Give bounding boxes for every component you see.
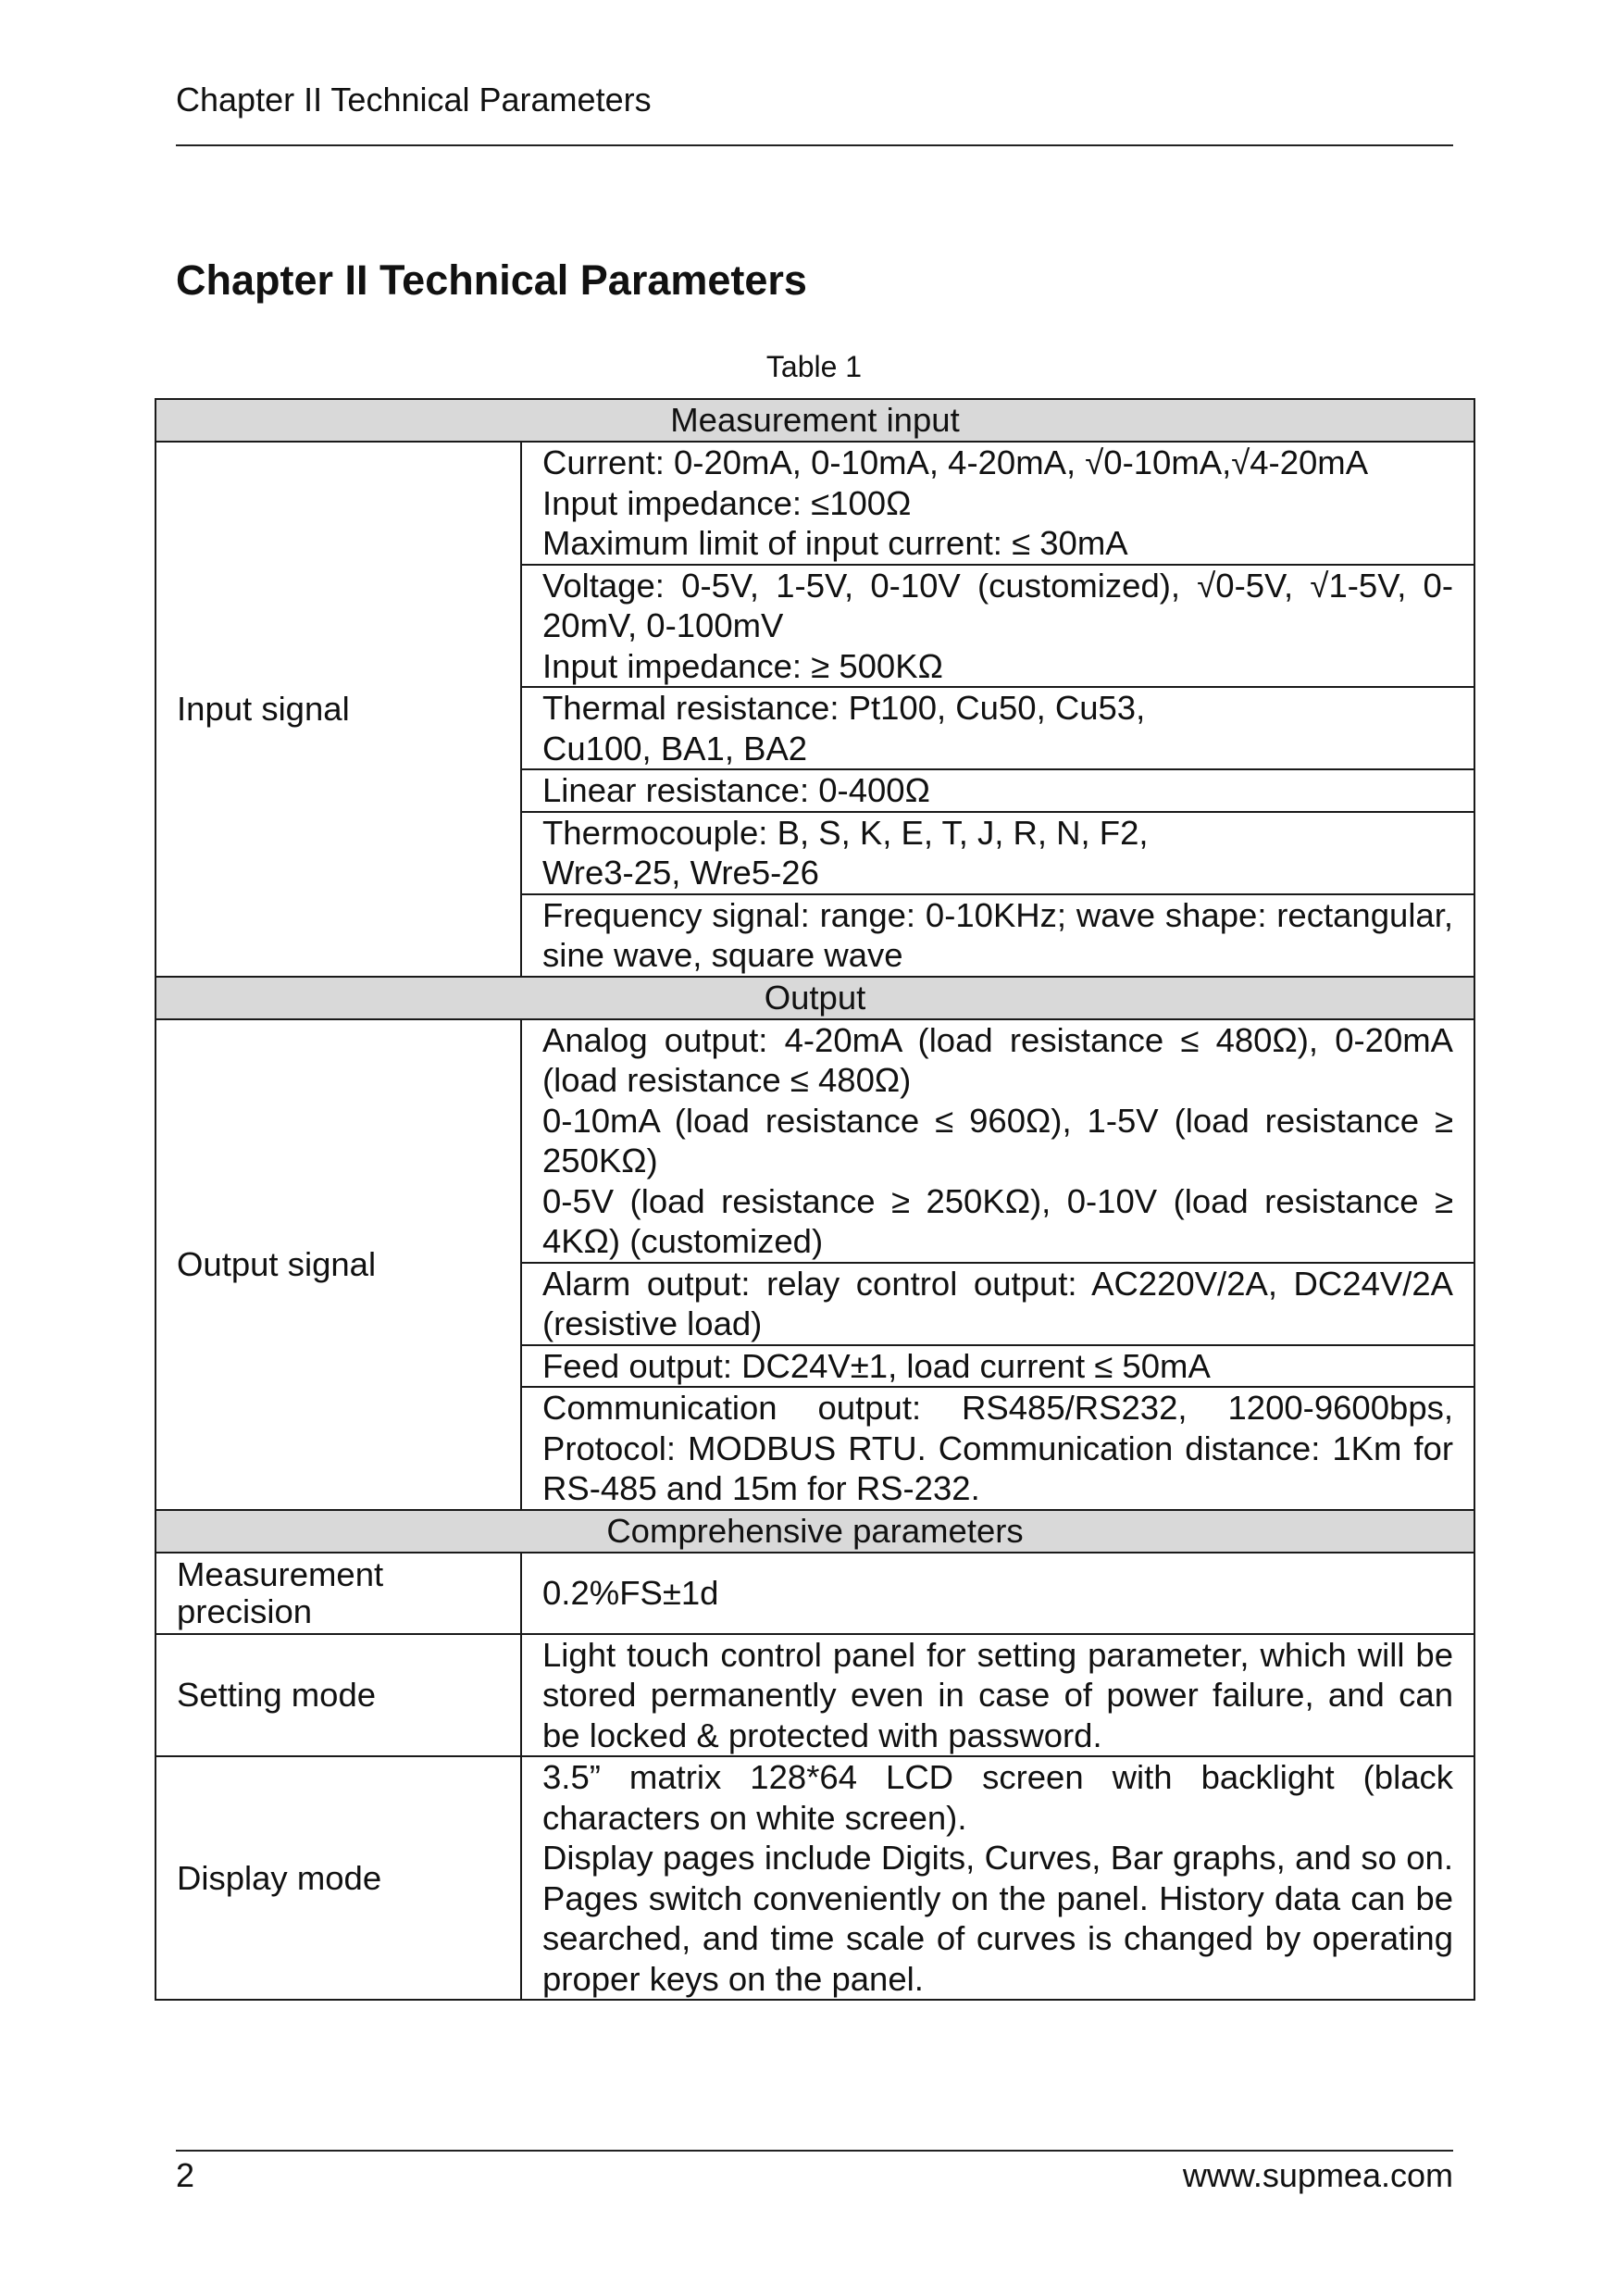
table-row xyxy=(155,442,1474,565)
table-row xyxy=(155,1019,1474,1263)
param-value-measurement-precision xyxy=(521,1553,1474,1634)
section-row-output xyxy=(155,977,1474,1019)
param-value-setting-mode xyxy=(521,1634,1474,1757)
param-value-linear-resistance xyxy=(521,769,1474,812)
param-value-voltage xyxy=(521,565,1474,688)
chapter-title: Chapter II Technical Parameters xyxy=(176,256,807,304)
value-line: 0-10mA (load resistance ≤ 960Ω), 1-5V (load resistance ≥ 250KΩ) xyxy=(542,1101,1454,1179)
value-line: Feed output: DC24V±1, load current ≤ 50mA xyxy=(542,1346,1211,1385)
running-header: Chapter II Technical Parameters xyxy=(176,81,652,119)
value-line: Thermocouple: B, S, K, E, T, J, R, N, F2, xyxy=(542,813,1149,852)
param-value-communication-output xyxy=(521,1387,1474,1510)
value-line: Current: 0-20mA, 0-10mA, 4-20mA, √0-10mA,√4-20mA xyxy=(542,443,1369,481)
page-number: 2 xyxy=(176,2156,195,2194)
value-line: Thermal resistance: Pt100, Cu50, Cu53, xyxy=(542,689,1146,727)
section-row-measurement-input xyxy=(155,399,1474,442)
section-row-comprehensive xyxy=(155,1510,1474,1553)
value-line: Frequency signal: range: 0-10KHz; wave shape: rectangular, sine wave, square wave xyxy=(542,895,1454,974)
table-row xyxy=(155,1553,1474,1634)
header-rule xyxy=(176,144,1453,146)
value-line: Voltage: 0-5V, 1-5V, 0-10V (customized), √0-5V, √1-5V, 0-20mV, 0-100mV xyxy=(542,566,1454,644)
value-line: Input impedance: ≥ 500KΩ xyxy=(542,646,943,685)
param-value-analog-output xyxy=(521,1019,1474,1263)
value-line: 3.5” matrix 128*64 LCD screen with backlight (black characters on white screen). xyxy=(542,1758,1454,1837)
table-caption: Table 1 xyxy=(765,350,863,383)
value-line: Input impedance: ≤100Ω xyxy=(542,483,912,522)
value-line: Linear resistance: 0-400Ω xyxy=(542,771,930,809)
value-line: 0.2%FS±1d xyxy=(542,1573,719,1612)
technical-parameters-table xyxy=(155,398,1475,2001)
param-label-output-signal: Output signal xyxy=(155,1019,521,1510)
param-value-display-mode xyxy=(521,1756,1474,2000)
website-url: www.supmea.com xyxy=(1182,2156,1453,2194)
value-line: Analog output: 4-20mA (load resistance ≤ 480Ω), 0-20mA (load resistance ≤ 480Ω) xyxy=(542,1020,1454,1099)
value-line: Cu100, BA1, BA2 xyxy=(542,729,808,767)
param-label-input-signal: Input signal xyxy=(155,442,521,977)
param-label-measurement-precision: Measurement precision xyxy=(155,1553,521,1634)
value-line: Light touch control panel for setting parameter, which will be stored permanently even in case of power failure, and can be locked & protected with password. xyxy=(542,1635,1454,1754)
value-line: Display pages include Digits, Curves, Bar graphs, and so on. Pages switch conveniently on the panel. History data can be searched, and time scale of curves is changed by operating proper keys on the panel. xyxy=(542,1839,1454,1998)
param-value-thermal-resistance xyxy=(521,687,1474,769)
section-title-measurement-input: Measurement input xyxy=(155,399,1474,442)
value-line: Maximum limit of input current: ≤ 30mA xyxy=(542,524,1128,562)
value-line: Wre3-25, Wre5-26 xyxy=(542,854,819,892)
param-value-frequency xyxy=(521,894,1474,977)
section-title-comprehensive: Comprehensive parameters xyxy=(155,1510,1474,1553)
section-title-output: Output xyxy=(155,977,1474,1019)
param-label-setting-mode: Setting mode xyxy=(155,1634,521,1757)
value-line: Alarm output: relay control output: AC220V/2A, DC24V/2A (resistive load) xyxy=(542,1264,1454,1342)
param-value-thermocouple xyxy=(521,812,1474,894)
param-label-display-mode: Display mode xyxy=(155,1756,521,2000)
param-value-alarm-output xyxy=(521,1263,1474,1345)
param-value-feed-output xyxy=(521,1345,1474,1388)
footer-rule xyxy=(176,2150,1453,2152)
value-line: Communication output: RS485/RS232, 1200-9600bps, Protocol: MODBUS RTU. Communication distance: 1Km for RS-485 and 15m for RS-232. xyxy=(542,1389,1454,1507)
table-row xyxy=(155,1634,1474,1757)
param-value-current xyxy=(521,442,1474,565)
table-row xyxy=(155,1756,1474,2000)
value-line: 0-5V (load resistance ≥ 250KΩ), 0-10V (load resistance ≥ 4KΩ) (customized) xyxy=(542,1181,1454,1260)
